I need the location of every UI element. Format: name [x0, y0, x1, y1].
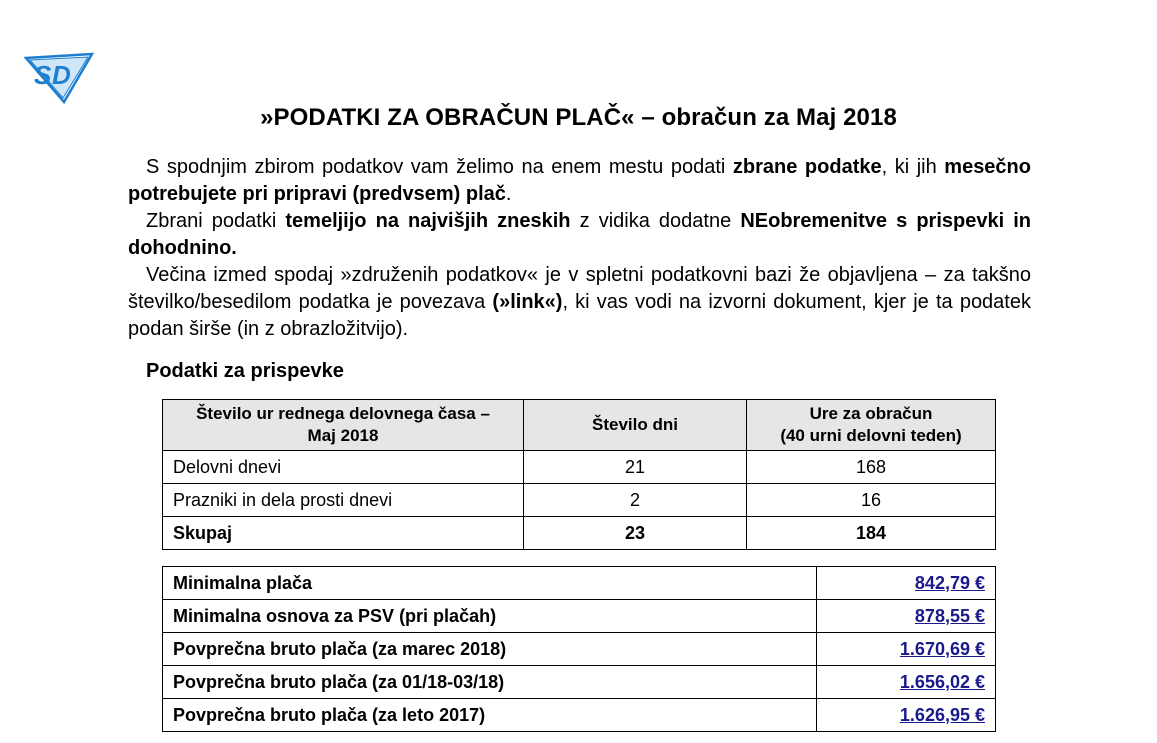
header-line: Maj 2018 — [307, 426, 379, 445]
table-row — [163, 600, 996, 633]
value-link[interactable]: 842,79 € — [914, 572, 985, 593]
row-label: Povprečna bruto plača (za 01/18-03/18) — [163, 666, 817, 699]
row-label: Minimalna plača — [163, 567, 817, 600]
row-hours: 16 — [747, 484, 996, 517]
column-header-hours — [747, 400, 996, 451]
sd-shield-logo-icon — [22, 48, 96, 104]
row-value — [817, 600, 996, 633]
intro-text — [128, 154, 1031, 343]
section-title: Podatki za prispevke — [146, 360, 344, 382]
column-header-hours-month — [163, 400, 524, 451]
value-link[interactable]: 1.626,95 € — [899, 704, 985, 725]
table-header-row — [163, 400, 996, 451]
intro-bold-span: temeljijo na najvišjih zneskih — [285, 210, 571, 232]
row-hours: 184 — [747, 517, 996, 550]
row-label: Skupaj — [163, 517, 524, 550]
header-line: (40 urni delovni teden) — [780, 426, 962, 445]
intro-bold-span: NEobremenitve s prispevki in dohodnino. — [128, 210, 1032, 259]
row-hours: 168 — [747, 451, 996, 484]
header-line: Število ur rednega delovnega časa – — [196, 404, 490, 423]
row-label: Povprečna bruto plača (za marec 2018) — [163, 633, 817, 666]
table-row — [163, 666, 996, 699]
intro-paragraph-3 — [128, 262, 1031, 343]
row-days: 21 — [524, 451, 747, 484]
table-row — [163, 567, 996, 600]
column-header-days: Število dni — [524, 400, 747, 451]
value-link[interactable]: 878,55 € — [914, 605, 985, 626]
table-row-total — [163, 517, 996, 550]
page-title: »PODATKI ZA OBRAČUN PLAČ« – obračun za Maj 2018 — [260, 104, 897, 131]
row-label: Delovni dnevi — [163, 451, 524, 484]
table-row — [163, 699, 996, 732]
table-row — [163, 633, 996, 666]
svg-text:S: S — [34, 60, 52, 90]
intro-text-span: . — [505, 183, 512, 205]
intro-text-span: z vidika dodatne — [570, 210, 741, 232]
row-days: 2 — [524, 484, 747, 517]
value-link[interactable]: 1.656,02 € — [899, 671, 985, 692]
value-link[interactable]: 1.670,69 € — [899, 638, 985, 659]
table-row — [163, 484, 996, 517]
wage-data-table — [162, 566, 996, 732]
row-label: Minimalna osnova za PSV (pri plačah) — [163, 600, 817, 633]
intro-bold-span: zbrane podatke — [732, 156, 882, 178]
intro-bold-span: mesečno potrebujete pri pripravi (predvsem) plač — [128, 156, 1031, 205]
intro-text-span: Večina izmed spodaj »združenih podatkov« je v spletni podatkovni bazi že objavljena – za takšno številko/besedilom podatka je povezava — [128, 264, 1031, 313]
table-row — [163, 451, 996, 484]
header-line: Ure za obračun — [809, 404, 933, 423]
row-value — [817, 666, 996, 699]
row-value — [817, 567, 996, 600]
row-value — [817, 633, 996, 666]
working-hours-table — [162, 399, 996, 550]
svg-text:D: D — [52, 60, 71, 90]
intro-paragraph-2 — [128, 208, 1031, 262]
intro-text-span: , ki jih — [881, 156, 945, 178]
intro-bold-span: (»link«) — [492, 291, 563, 313]
intro-text-span: , ki vas vodi na izvorni dokument, kjer je ta podatek podan širše (in z obrazložitvijo). — [128, 291, 1031, 340]
row-label: Povprečna bruto plača (za leto 2017) — [163, 699, 817, 732]
row-days: 23 — [524, 517, 747, 550]
intro-paragraph-1 — [128, 154, 1031, 208]
intro-text-span: S spodnjim zbirom podatkov vam želimo na enem mestu podati — [146, 156, 733, 178]
intro-text-span: Zbrani podatki — [146, 210, 286, 232]
row-label: Prazniki in dela prosti dnevi — [163, 484, 524, 517]
row-value — [817, 699, 996, 732]
